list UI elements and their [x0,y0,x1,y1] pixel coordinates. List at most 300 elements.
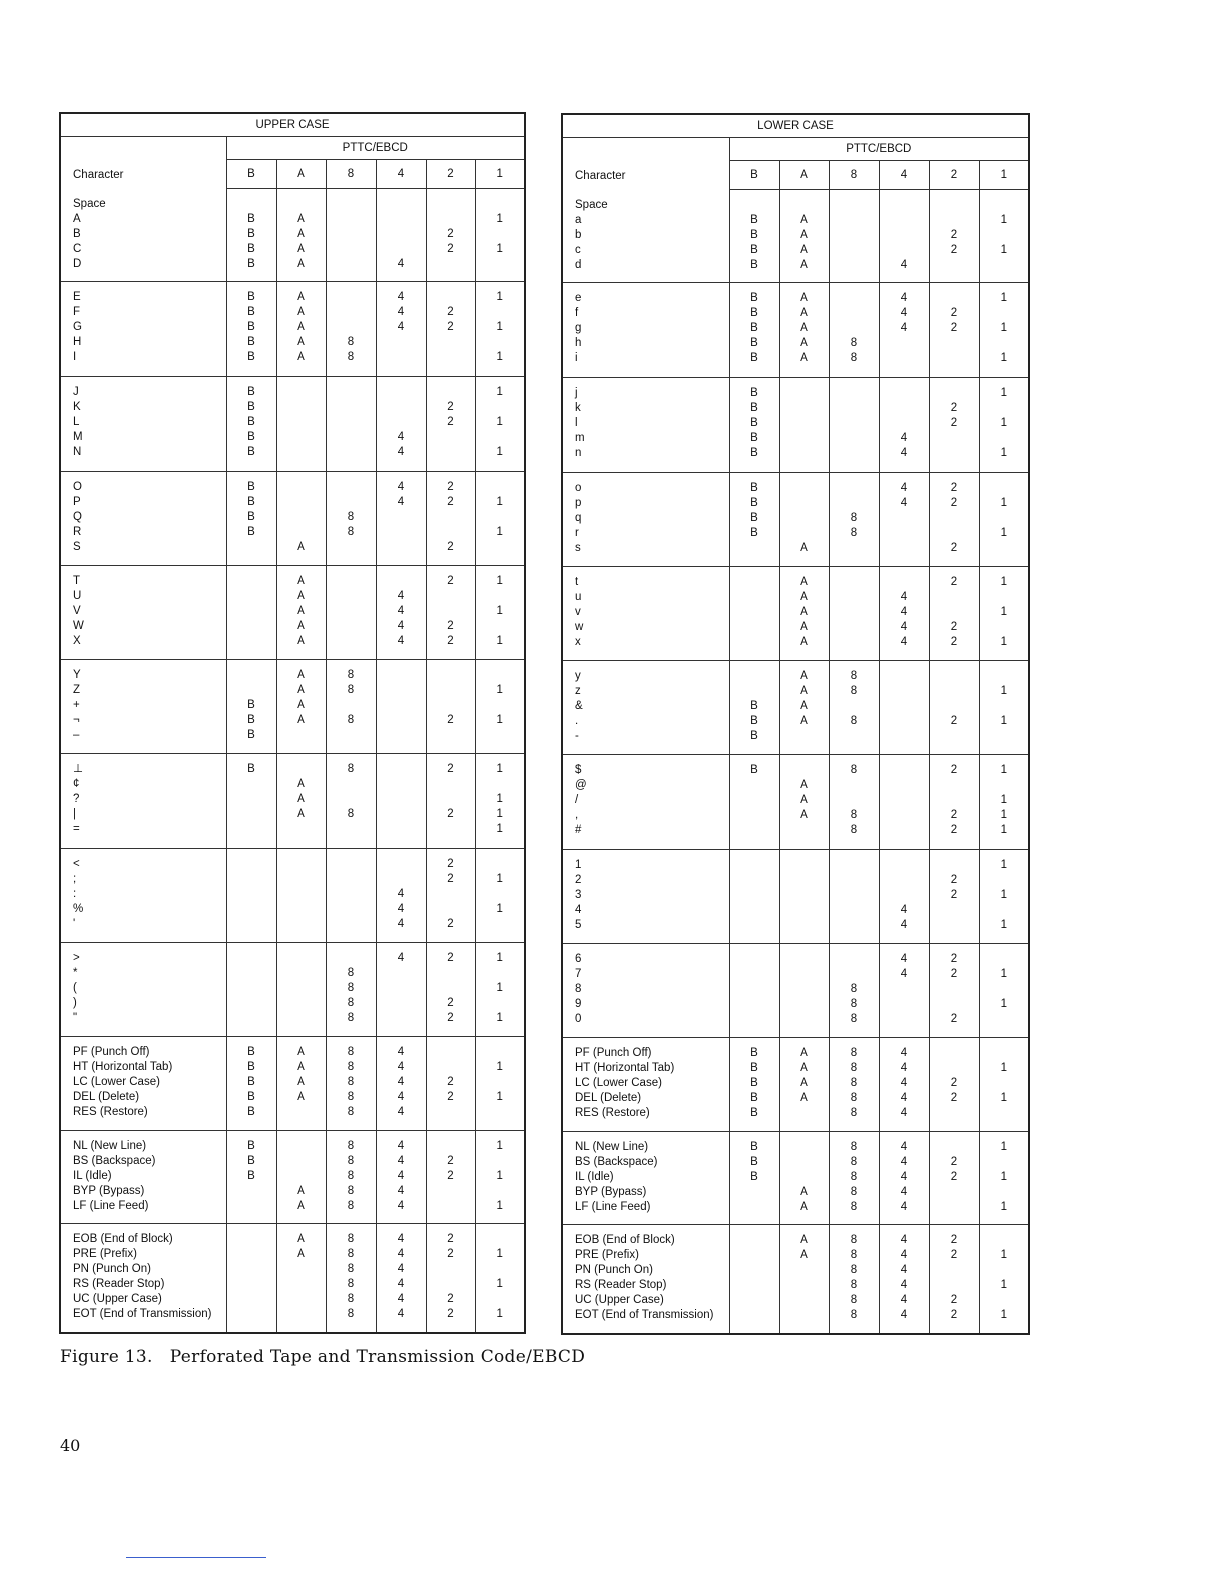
bit-value [980,1233,1029,1248]
bit-value [930,699,979,714]
bit-value [327,604,376,619]
bit-value: 1 [1000,606,1007,618]
bit-column-4 [879,661,929,755]
bit-value: B [247,416,255,428]
bit-value [830,541,879,556]
pttc-ebcd-header: PTTC/EBCD [226,137,525,160]
character-label: h [575,337,582,349]
bit-value [427,589,475,604]
bit-value: 4 [900,1092,908,1104]
bit-value [780,1293,829,1308]
bit-value: A [800,779,808,791]
bit-column-2 [426,1224,475,1334]
bit-value: 2 [447,575,454,587]
bit-value: 4 [900,432,908,444]
character-cell [60,849,226,943]
bit-value: 2 [950,809,958,821]
bit-value [930,213,979,228]
bit-column-4 [879,850,929,944]
char-group [562,567,1029,661]
bit-value [476,510,525,525]
character-label: y [575,670,581,682]
character-label: f [575,307,579,319]
bit-value [476,430,525,445]
bit-value [277,1277,326,1292]
bit-value: 4 [900,621,908,633]
bit-value: 2 [447,1293,454,1305]
bit-value [227,981,276,996]
bit-value [930,291,979,306]
bit-value: 2 [447,1012,454,1024]
bit-value: 1 [496,1278,503,1290]
bit-value: 4 [397,1155,405,1167]
bit-column-8 [326,1037,376,1131]
bit-value: B [750,214,758,226]
bit-column-2 [929,850,979,944]
bit-value: A [800,337,808,349]
bit-value: A [297,1248,305,1260]
character-cell [562,1225,729,1335]
bit-value: 2 [950,482,958,494]
bit-value [377,966,426,981]
bit-value: 2 [950,1309,958,1321]
bit-column-4 [879,190,929,283]
bit-value [377,415,426,430]
bit-value [830,401,879,416]
bit-value: B [247,1155,255,1167]
bit-value [980,1185,1029,1200]
bit-value [780,1278,829,1293]
bit-value: B [750,1047,758,1059]
bit-value: 8 [347,763,355,775]
bit-value [830,918,879,933]
bit-value: A [800,1186,808,1198]
bit-value: B [750,337,758,349]
bit-value [980,982,1029,997]
bit-column-1 [475,943,525,1037]
bit-column-4 [376,1131,426,1224]
bit-value: B [247,431,255,443]
bit-value: 2 [447,858,454,870]
bit-value [730,620,779,635]
bit-column-2 [929,473,979,567]
bit-value [930,729,979,744]
bit-value: 2 [950,889,958,901]
bit-value [377,385,426,400]
bit-column-8 [326,377,376,472]
bit-value: B [247,496,255,508]
bit-value: 2 [950,542,958,554]
bit-column-2 [426,754,475,849]
bit-value: 8 [347,1155,355,1167]
bit-value: A [297,321,305,333]
character-label: V [73,605,81,617]
bit-value: 8 [850,1013,858,1025]
bit-value [327,197,376,212]
bit-value: B [247,763,255,775]
bit-value [830,213,879,228]
bit-value [880,888,929,903]
bit-value: 4 [397,1248,405,1260]
bit-value [427,981,475,996]
bit-value [730,793,779,808]
bit-value [980,778,1029,793]
bit-value [730,918,779,933]
bit-value: 8 [850,1171,858,1183]
bit-column-b [226,377,276,472]
bit-value: 4 [900,1077,908,1089]
bit-column-8 [326,472,376,566]
bit-value [377,212,426,227]
bit-value: 2 [950,824,958,836]
bit-value [377,1011,426,1026]
char-group [562,1132,1029,1225]
bit-value: B [750,764,758,776]
bit-value: B [750,322,758,334]
bit-column-2 [929,755,979,850]
bit-value [780,416,829,431]
bit-value: A [800,636,808,648]
bit-value [327,822,376,837]
bit-value: 2 [950,953,958,965]
bit-value: 4 [900,1186,908,1198]
bit-column-2 [929,378,979,473]
bit-column-b [729,850,779,944]
bit-value: 8 [347,808,355,820]
bit-value [780,1155,829,1170]
bit-column-b [729,190,779,283]
bit-column-4 [879,567,929,661]
bit-value: 8 [347,511,355,523]
bit-column-1 [475,754,525,849]
bit-value [377,996,426,1011]
character-label: ) [73,997,77,1009]
bit-value [880,401,929,416]
character-label: " [73,1012,78,1024]
bit-value: 2 [447,952,454,964]
character-label: L [73,416,80,428]
bit-value [277,1307,326,1322]
character-label: LF (Line Feed) [575,1201,651,1213]
bit-value: B [750,1092,758,1104]
bit-value [277,996,326,1011]
char-group [562,378,1029,473]
bit-value [476,589,525,604]
bit-value [377,335,426,350]
bit-value: A [297,258,305,270]
bit-value: 8 [850,337,858,349]
bit-value: 8 [850,1077,858,1089]
bit-value [327,574,376,589]
bit-column-4 [879,283,929,378]
bit-value [427,668,475,683]
bit-column-4 [376,282,426,377]
bit-value: B [750,527,758,539]
bit-column-8 [829,850,879,944]
bit-value: 8 [850,1062,858,1074]
bit-value [277,1292,326,1307]
bit-value: 1 [1000,859,1007,871]
bit-value [277,902,326,917]
bit-value [980,1263,1029,1278]
bit-value [880,669,929,684]
bit-value [277,197,326,212]
bit-value: 4 [397,431,405,443]
bit-value: 2 [447,401,454,413]
bit-value: 8 [347,714,355,726]
bit-value: 4 [900,953,908,965]
character-label: DEL (Delete) [575,1092,642,1104]
bit-value [427,1184,475,1199]
bit-value [730,967,779,982]
bit-column-8 [326,943,376,1037]
bit-column-b [226,1131,276,1224]
bit-value: 2 [447,243,454,255]
bit-value: A [297,1061,305,1073]
bit-value: 4 [900,1062,908,1074]
bit-value: 2 [950,1092,958,1104]
bit-value [377,728,426,743]
bit-value [730,1185,779,1200]
bit-column-1 [979,1132,1029,1225]
bit-value [277,400,326,415]
bit-value: 8 [347,669,355,681]
bit-column-1 [475,660,525,754]
figure-caption: Figure 13. Perforated Tape and Transmission Code/EBCD [60,1347,586,1367]
bit-value: A [297,306,305,318]
bit-value: B [750,482,758,494]
bit-value [730,635,779,650]
bit-header-2: 2 [426,160,475,189]
bit-column-4 [879,944,929,1038]
bit-value [227,1247,276,1262]
bit-value: B [750,730,758,742]
character-label: LC (Lower Case) [73,1076,160,1088]
character-label: r [575,527,579,539]
bit-value [377,872,426,887]
bit-value [427,197,475,212]
character-cell [562,283,729,378]
bit-value: 1 [1000,1279,1007,1291]
character-label: IL (Idle) [73,1170,112,1182]
bit-value [780,1140,829,1155]
bit-value [780,446,829,461]
bit-value [930,1263,979,1278]
bit-value: 2 [950,1171,958,1183]
bit-value: A [297,590,305,602]
character-cell [562,1038,729,1132]
bit-value [476,619,525,634]
bit-value [730,808,779,823]
bit-value [930,386,979,401]
character-label: u [575,591,582,603]
bit-value [830,291,879,306]
bit-value: 8 [347,1248,355,1260]
bit-column-b [729,944,779,1038]
bit-value [377,540,426,555]
bit-value: 4 [397,291,405,303]
bit-column-1 [475,472,525,566]
bit-value [377,792,426,807]
bit-value: 2 [950,1013,958,1025]
bit-column-4 [376,660,426,754]
bit-value: 2 [950,1234,958,1246]
page-number: 40 [60,1436,81,1455]
bit-value [830,321,879,336]
bit-value: 2 [447,496,454,508]
bit-column-b [729,1132,779,1225]
bit-value [327,619,376,634]
bit-column-2 [426,943,475,1037]
bit-value [476,1232,525,1247]
bit-column-a [276,943,326,1037]
bit-column-1 [979,567,1029,661]
bit-value: 8 [347,982,355,994]
bit-value: B [247,1076,255,1088]
character-label: RES (Restore) [575,1107,650,1119]
bit-column-a [779,378,829,473]
bit-column-8 [326,566,376,660]
bit-value [980,1046,1029,1061]
bit-value: B [750,387,758,399]
bit-value: 1 [1000,244,1007,256]
bit-column-2 [929,190,979,283]
bit-value: 4 [900,497,908,509]
character-label: PN (Punch On) [575,1264,653,1276]
bit-column-8 [326,1131,376,1224]
bit-value: 8 [850,1186,858,1198]
bit-value: 4 [397,1308,405,1320]
bit-value [277,1262,326,1277]
bit-value [780,1012,829,1027]
char-group [60,1224,525,1334]
character-label: 4 [575,904,582,916]
bit-value [427,1105,475,1120]
bit-value: A [800,292,808,304]
bit-value [427,510,475,525]
bit-value: 1 [496,1308,503,1320]
bit-value: 1 [1000,527,1007,539]
bit-value [930,997,979,1012]
bit-value [377,668,426,683]
bit-value [227,966,276,981]
bit-column-1 [475,1131,525,1224]
bit-value [427,335,475,350]
character-label: m [575,432,585,444]
character-label: a [575,213,582,226]
bit-value [880,823,929,838]
bit-header-b: B [226,160,276,189]
bit-column-8 [829,378,879,473]
bit-value: 8 [850,527,858,539]
bit-value [227,1292,276,1307]
bit-value [830,446,879,461]
character-label: d [575,258,582,271]
bit-value [880,714,929,729]
character-cell [60,1224,226,1334]
bit-value: 4 [397,446,405,458]
character-label: o [575,482,582,494]
bit-value: 8 [347,526,355,538]
character-label: PF (Punch Off) [575,1047,652,1059]
bit-value [780,1308,829,1323]
bit-value [327,792,376,807]
character-label: RES (Restore) [73,1106,148,1118]
character-label: H [73,336,82,348]
bit-value [780,1263,829,1278]
bit-value: 8 [850,1107,858,1119]
bit-value [980,198,1029,213]
bit-column-b [729,1038,779,1132]
character-label: – [73,729,80,741]
character-label: T [73,575,81,587]
bit-column-1 [475,566,525,660]
character-label: E [73,291,81,303]
bit-value [930,684,979,699]
bit-value: 8 [850,1249,858,1261]
bit-column-b [729,755,779,850]
character-label: M [73,431,83,443]
bit-value [277,762,326,777]
bit-value: 1 [496,1200,503,1212]
bit-value [327,589,376,604]
bit-value [780,198,829,213]
character-label: ' [73,918,76,930]
bit-value: 4 [900,1171,908,1183]
bit-value [930,918,979,933]
bit-value [830,431,879,446]
character-label: BYP (Bypass) [575,1186,647,1198]
bit-column-8 [829,661,879,755]
bit-value [930,1278,979,1293]
bit-value [227,872,276,887]
bit-value [277,430,326,445]
character-label: p [575,497,582,509]
bit-value: A [297,351,305,363]
bit-value [227,1307,276,1322]
character-label: U [73,590,82,602]
bit-value [427,698,475,713]
bit-value: B [247,1106,255,1118]
bit-value [730,952,779,967]
bit-value [427,728,475,743]
bit-column-1 [979,378,1029,473]
bit-value: 4 [397,1046,405,1058]
character-label: Z [73,684,81,696]
bit-value [277,917,326,932]
bit-value [377,713,426,728]
character-cell [60,943,226,1037]
bit-column-4 [879,1225,929,1335]
bit-value: 1 [1000,292,1007,304]
bit-value: 1 [1000,447,1007,459]
bit-value: 4 [397,590,405,602]
bit-column-1 [979,850,1029,944]
bit-value: 2 [950,497,958,509]
character-label: A [73,212,81,225]
bit-value [880,386,929,401]
bit-column-b [226,754,276,849]
bit-value: 1 [1000,919,1007,931]
bit-value [780,967,829,982]
bit-value: B [750,447,758,459]
bit-value: 2 [950,307,958,319]
char-group [60,1131,525,1224]
character-label: EOT (End of Transmission) [575,1309,714,1321]
bit-value [327,951,376,966]
char-group [60,1037,525,1131]
bit-value [277,822,326,837]
